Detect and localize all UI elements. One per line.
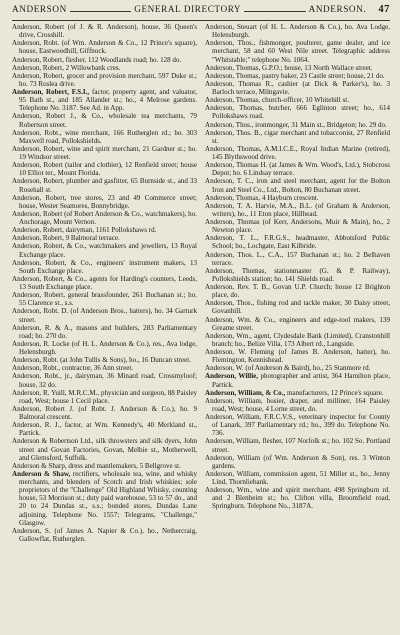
directory-entry [12,64,197,72]
directory-entry [205,121,390,129]
entry-text: Anderson & Robertson Ltd., silk throwsters and silk dyers, John street and Govan Factories, Govan, Melbie st., Motherwell, and Glemsford, Suffolk. [12,437,197,462]
entry-text: Anderson, W. Fleming (of James B. Anderson, hatter), ho. Flemington, Kennishead. [205,348,390,365]
entry-text: Anderson, Robert, general brassfounder, 261 Buchanan st.; ho. 55 Clarence st., s.s. [12,291,197,308]
entry-text: Anderson, Robt., wine merchant, 166 Rutherglen rd.; ho. 303 Maxwell road, Pollokshields. [12,128,197,145]
header-rule-right [244,11,305,12]
directory-entry [205,389,390,397]
directory-entry [205,161,390,177]
directory-entry [205,39,390,63]
entry-text: Anderson, William, commission agent, 51 Miller st., ho., Jenny Lind, Thornliebank. [205,469,390,486]
header-left-name: ANDERSON [12,4,67,14]
entry-text: Anderson, Thomas, G.P.O.; house, 13 North Wallace street. [205,63,373,72]
entry-text: Anderson, Robert (of Robert Anderson & Co., watchmakers), ho. Anchorage, Mount Vernon. [12,209,197,226]
directory-entry [12,145,197,161]
entry-text: Anderson, Wm. & Co., engineers and edge-tool makers, 139 Greame street. [205,315,390,332]
left-column [12,23,197,635]
directory-entry [12,324,197,340]
entry-text: Anderson, Thomas, 4 Hayburn crescent. [205,193,319,202]
entry-name: Anderson & Shaw, [12,469,71,478]
entry-text: Anderson, Robert (tailor and clothier), 12 Renfield street; house 10 Elliot ter., Mount Florida. [12,161,197,178]
directory-entry [205,283,390,299]
directory-entry [12,356,197,364]
entry-text: Anderson, Robert, dairyman, 1161 Pollokshaws rd. [12,226,157,235]
directory-entry [12,242,197,258]
header-title: GENERAL DIRECTORY [134,4,242,14]
entry-text: Anderson & Sharp, dress and mantlemakers, 5 Bellgrove st. [12,461,181,470]
directory-entry [12,72,197,88]
header-rule-left [70,11,131,12]
entry-text: Anderson, Thos. B., cigar merchant and tobacconist, 27 Renfield st. [205,128,390,145]
entry-text: Anderson, R. & A., masons and builders, 283 Parliamentary road; ho. 270 do. [12,323,197,340]
entry-text: Anderson, William, hosier, draper, and milliner, 164 Paisley road, West; house, 4 Lorne street, do. [205,396,390,413]
entry-text: Anderson, T. C., iron and steel merchant, agent for the Bolton Iron and Steel Co., Ltd., Bolton, 80 Buchanan street. [205,177,390,194]
directory-entry [205,64,390,72]
entry-name: Anderson, Robert, F.S.I., [12,88,90,96]
entry-text: Anderson, William, F.R.C.V.S., veterinary inspector for County of Lanark, 397 Parliamentary rd.; ho., 399 do. Telephone No. 736. [205,413,390,438]
directory-entry [12,39,197,55]
entry-text: photographer and artist, 364 Hamilton place, Partick. [212,372,390,389]
directory-entry [12,23,197,39]
entry-text: Anderson, Robert, & Co., agents for Harding's counters, Leeds, 13 South Exchange place. [12,274,197,291]
page-header [12,4,390,21]
directory-entry [12,527,197,543]
page-number: 47 [378,4,391,15]
directory-entry [205,413,390,437]
entry-text: Anderson, Robert, & Co., engineers' instrument makers, 13 South Exchange place. [12,258,197,275]
entry-text: Anderson, Thomas, church-officer, 10 Whitehill st. [205,96,349,105]
directory-entry [12,177,197,193]
directory-entry [205,372,390,388]
directory-entry [205,251,390,267]
entry-text: Anderson, Robert (of J. & R. Anderson), house, 36 Queen's drive, Crosshill. [12,23,197,40]
directory-entry [205,234,390,250]
entry-text: Anderson, Robt., jr., dairyman, 36 Minard road, Crossmyloof; house, 32 do. [12,372,197,389]
directory-entry [205,364,390,372]
entry-text: Anderson, Thomas, pastry baker, 23 Castle street; house, 21 do. [205,71,385,80]
directory-entry [205,145,390,161]
directory-entry [12,259,197,275]
directory-entry [12,56,197,64]
directory-entry [205,348,390,364]
entry-text: Anderson, Robt. (of Wm. Anderson & Co., 12 Prince's square), house, Eastwoodhill, Giffnock. [12,39,197,56]
entry-text: Anderson, Robert, wine and spirit merchant, 21 Gardner st.; ho. 19 Windsor street. [12,144,197,161]
directory-entry [12,112,197,128]
directory-entry [205,96,390,104]
entry-text: Anderson, Thomas H. (at James & Wm. Wood's, Ltd.), Stobcross Depot; ho. 6 Lindsay terrace. [205,161,390,178]
directory-entry [12,129,197,145]
directory-entry [205,72,390,80]
directory-columns [12,23,390,635]
directory-entry [205,104,390,120]
entry-text: Anderson, Robert, tree stores, 23 and 49 Commerce street; house, Wester Seamores, Bonnybridge. [12,193,197,210]
entry-text: Anderson, R. Yuill, M.R.C.M., physician and surgeon, 88 Paisley road, West; house 1 Cecil place. [12,388,197,405]
directory-entry [205,299,390,315]
directory-entry [12,275,197,291]
entry-text: Anderson, Robert, & Co., watchmakers and jewellers, 13 Royal Exchange place. [12,242,197,259]
directory-entry [205,486,390,510]
entry-text: Anderson, T. L., F.R.G.S., headmaster, Abbotsford Public School; ho., Lochgate, East Kilbride. [205,234,390,251]
entry-text: Anderson, Robt. (at John Tullis & Sons), ho., 16 Duncan street. [12,356,191,365]
directory-entry [12,437,197,461]
directory-entry [205,470,390,486]
entry-text: Anderson, William, flesher, 107 Norfolk st.; ho. 102 So. Portland street. [205,437,390,454]
entry-text: Anderson, Thos., fishing rod and tackle maker, 30 Daisy street, Govanhill. [205,299,390,316]
entry-text: Anderson, Thomas (of Kerr, Andersons, Muir & Main), ho., 2 Newton place. [205,218,390,235]
directory-entry [12,210,197,226]
entry-text: Anderson, Robt., contractor, 36 Ann street. [12,364,134,373]
entry-text: Anderson, T. A. Harvie, M.A., B.L. (of Graham & Anderson, writers), ho., 11 Eton place, Hillhead. [205,201,390,218]
entry-text: Anderson, Thos., ironmonger, 31 Main st., Bridgeton; ho. 29 do. [205,120,387,129]
directory-entry [12,421,197,437]
directory-entry [12,226,197,234]
directory-entry [12,307,197,323]
entry-text: Anderson, Thomas, butcher, 666 Eglinton street; ho., 614 Pollokshaws road. [205,104,390,121]
entry-text: Anderson, William (of Wm. Anderson & Son), res. 3 Winton gardens. [205,453,390,470]
directory-entry [205,454,390,470]
entry-text: Anderson, Robert J. (of Robt. J. Anderson & Co.), ho. 9 Balmoral crescent. [12,404,197,421]
directory-entry [12,389,197,405]
entry-text: Anderson, Robert, 2 Willowbank cres. [12,63,121,72]
entry-text: Anderson, Thomas, stationmaster (G. & P. Railway), Pollokshields station; ho. 141 Shields road. [205,266,390,283]
entry-text: Anderson, Steuart (of H. L. Anderson & Co.), ho. Ava Lodge, Helensburgh. [205,23,390,40]
directory-entry [12,405,197,421]
directory-entry [12,340,197,356]
entry-text: Anderson, Robt. D. (of Anderson Bros., hatters), ho. 34 Garturk street. [12,307,197,324]
directory-entry [205,194,390,202]
entry-name: Anderson, Willie, [205,372,259,381]
directory-entry [205,316,390,332]
directory-entry [12,194,197,210]
entry-text: Anderson, Robert, plumber and gasfitter, 65 Burnside st., and 33 Rosehall st. [12,177,197,194]
entry-text: Anderson, Thomas R., cashier (at Dick & Parker's), ho. 3 Barloch terrace, Milngavie. [205,79,390,96]
directory-entry [205,80,390,96]
directory-entry [205,23,390,39]
directory-entry [12,161,197,177]
entry-text: Anderson, R. J., factor, at Wm. Kennedy's, 40 Merkland st., Partick. [12,421,197,438]
entry-text: Anderson, Thos. L., C.A., 157 Buchanan st.; ho. 2 Belhaven terrace. [205,250,390,267]
entry-text: factor, property agent, and valuator, 95 Bath st., and 185 Allander st.; ho., 4 Melrose gardens. Telephone No. 3187. See Ad. in App. [19,88,197,113]
entry-text: Anderson, Robert, 9 Balmoral terrace. [12,234,120,243]
header-right-name: ANDERSON. [308,4,367,14]
entry-text: manufacturers, 12 Prince's square. [285,388,384,397]
directory-entry [12,364,197,372]
directory-entry [205,332,390,348]
entry-text: rectifiers, wholesale tea, wine, and whisky merchants, and blenders of Scotch and Irish whiskies; sole proprietors of the "Challenge" Old Highland Whisky, counting house, 53 Morrison st.; duty paid warehouse, 53 to 57 do., and 20 to 24 Dundas st., s.s.; bonded stores, Dundas Lane adjoining. Telephone No. 1557; Telegrams, "Challenge," Glasgow. [19,469,197,527]
directory-entry [205,202,390,218]
directory-entry [205,437,390,453]
directory-entry [205,397,390,413]
directory-entry [12,462,197,470]
entry-text: Anderson, Thos., fishmonger, poulterer, game dealer, and ice merchant, 58 and 60 West Nile street. Telegraphic address "Whitstable;" telephone No. 1064. [205,39,390,64]
directory-entry [205,267,390,283]
entry-text: Anderson, Thomas, A.M.I.C.E., Royal Indian Marine (retired), 145 Blythswood drive. [205,144,390,161]
entry-text: Anderson, Wm., agent, Clydesdale Bank (Limited), Cranstonhill branch; ho., Belize Villa, 173 Albert rd., Langside. [205,331,390,348]
entry-text: Anderson, S. (of James A. Napier & Co.), ho., Nethercraig, Gallowflat, Rutherglen. [12,526,197,543]
entry-text: Anderson, W. (of Anderson & Baird), ho., 25 Stanmore rd. [205,364,371,373]
entry-text: Anderson, R. Locke (of H. L. Anderson & Co.), res., Ava lodge, Helensburgh. [12,339,197,356]
directory-entry [205,129,390,145]
entry-name: Anderson, William, & Co., [205,388,286,397]
directory-entry [12,234,197,242]
directory-entry [12,88,197,112]
entry-text: Anderson, Rev. T. B., Govan U.P. Church; house 12 Brighton place, do. [205,283,390,300]
entry-text: Anderson, Robert, flesher, 112 Woodlands road; ho. 128 do. [12,55,182,64]
entry-text: Anderson, Robert J., & Co., wholesale tea merchants, 79 Robertson street. [12,112,197,129]
directory-entry [12,291,197,307]
directory-entry [12,372,197,388]
directory-entry [205,218,390,234]
entry-text: Anderson, Robert, grocer and provision merchant, 597 Duke st.; ho. 73 Roslea drive. [12,71,197,88]
entry-text: Anderson, Wm., wine and spirit merchant, 498 Springburn rd. and 2 Blenheim st.; ho. Clifton villa, Broomfield road, Springburn. Telephone No., 3187A. [205,486,390,511]
right-column [205,23,390,635]
directory-entry [12,470,197,527]
directory-entry [205,177,390,193]
